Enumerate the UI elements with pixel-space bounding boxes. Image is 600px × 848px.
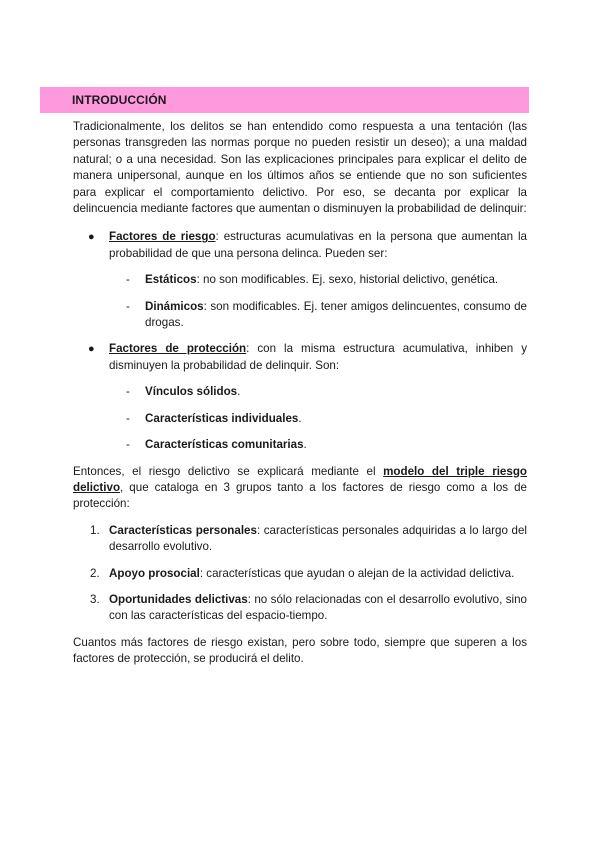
prosocial-text: : características que ayudan o alejan de la actividad delictiva. [199,566,515,580]
term-personal: Características personales [109,523,257,537]
sublist-item-static [73,272,527,288]
term-triple-risk-model: modelo del triple riesgo delictivo [73,464,527,494]
protection-factors-text: : con la misma estructura acumulativa, inhiben y disminuyen la probabilidad de delinquir. Son: [109,342,527,372]
sublist-item-solid-bonds [73,384,527,400]
dash-icon: - [126,385,130,399]
personal-text: : características personales adquiridas a lo largo del desarrollo evolutivo. [109,523,527,554]
bullet-icon: ● [88,231,95,244]
numbered-item-personal [73,523,527,556]
dash-icon: - [126,299,130,313]
individual-text: . [298,411,302,425]
list-item-protection-factors [73,341,527,374]
dash-icon: - [126,411,130,425]
sublist-item-community [73,437,527,453]
dynamic-text: : son modificables. Ej. tener amigos delincuentes, consumo de drogas. [145,299,527,330]
term-static: Estáticos [145,273,197,287]
bullet-icon: ● [88,343,95,356]
risk-factors-text: : estructuras acumulativas en la persona que aumentan la probabilidad de que una persona delinca. Pueden ser: [109,230,528,260]
static-text: : no son modificables. Ej. sexo, historial delictivo, genética. [196,273,499,287]
item-number: 2. [90,566,100,580]
term-individual: Características individuales [145,411,299,425]
sublist-item-individual [73,411,527,427]
section-heading: INTRODUCCIÓN [72,93,167,107]
model-after-text: , que cataloga en 3 grupos tanto a los factores de riesgo como a los de protección: [73,480,527,511]
conclusion-paragraph: Cuantos más factores de riesgo existan, pero sobre todo, siempre que superen a los factores de protección, se producirá el delito. [73,635,527,666]
model-before-text: Entonces, el riesgo delictivo se explicará mediante el [73,464,384,478]
item-number: 1. [90,523,100,537]
numbered-item-opportunities [73,592,527,625]
list-item-risk-factors [73,229,527,262]
intro-paragraph: Tradicionalmente, los delitos se han entendido como respuesta a una tentación (las personas transgreden las normas porque no pueden resistir un deseo); a una maldad natural; o a una necesidad. Son las explicaciones principales para explicar el delito de manera unipersonal, aunque en los últimos años se entiende que no son suficientes para explicar el comportamiento delictivo. Por eso, se decanta por explicar la delincuencia mediante factores que aumentan o disminuyen la probabilidad de delinquir: [73,120,527,216]
solid-bonds-text: . [237,385,241,399]
term-risk-factors: Factores de riesgo [109,230,216,244]
dash-icon: - [126,438,130,452]
model-paragraph [73,464,527,513]
numbered-item-prosocial [73,566,527,582]
item-number: 3. [90,592,100,606]
term-opportunities: Oportunidades delictivas [109,592,248,606]
term-prosocial: Apoyo prosocial [109,566,200,580]
term-dynamic: Dinámicos [145,299,204,313]
term-solid-bonds: Vínculos sólidos [145,385,238,399]
community-text: . [303,438,307,452]
term-community: Características comunitarias [145,438,304,452]
document-body [73,119,527,668]
term-protection-factors: Factores de protección [109,342,247,356]
opportunities-text: : no sólo relacionadas con el desarrollo evolutivo, sino con las características del espacio-tiempo. [109,592,527,623]
dash-icon: - [126,273,130,287]
sublist-item-dynamic [73,299,527,332]
